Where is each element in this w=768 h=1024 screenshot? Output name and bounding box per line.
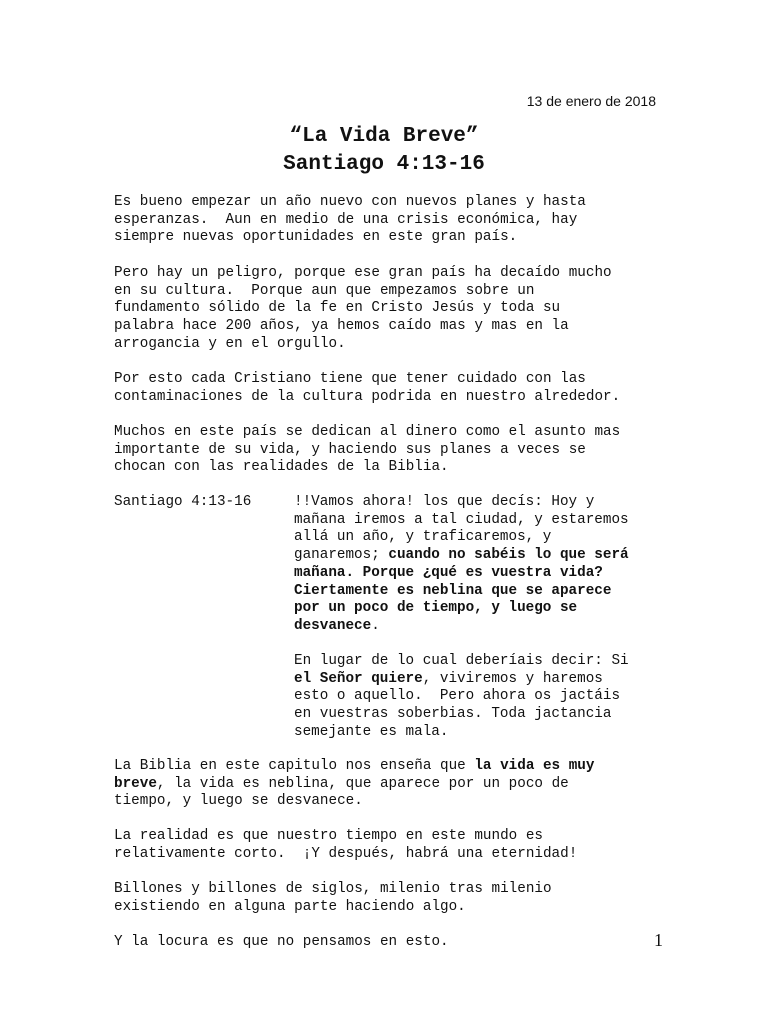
verse-2-text-a: En lugar de lo cual deberíais decir: Si xyxy=(294,653,629,669)
scripture-verse-1 xyxy=(294,494,694,636)
scripture-verse-2 xyxy=(294,653,694,742)
scripture-reference: Santiago 4:13-16 xyxy=(114,494,252,510)
paragraph-contamination: Por esto cada Cristiano tiene que tener cuidado con las contaminaciones de la cultura podrida en nuestro alrededor. xyxy=(114,371,621,405)
paragraph-intro: Es bueno empezar un año nuevo con nuevos planes y hasta esperanzas. Aun en medio de una crisis económica, hay siempre nuevas oportunidades en este gran país. xyxy=(114,194,586,246)
p5-emphasis: la vida es muy breve xyxy=(114,758,595,792)
paragraph-bible-teaches xyxy=(114,758,684,811)
verse-1-text: !!Vamos ahora! los que decís: Hoy y mañana iremos a tal ciudad, y estaremos allá un año, y traficaremos, y ganaremos; xyxy=(294,494,629,564)
verse-2-emphasis: el Señor quiere xyxy=(294,670,423,687)
paragraph-danger: Pero hay un peligro, porque ese gran país ha decaído mucho en su cultura. Porque aun que empezamos sobre un fundamento sólido de la fe en Cristo Jesús y toda su palabra hace 200 años, ya hemos caído mas y mas en la arrogancia y en el orgullo. xyxy=(114,265,612,352)
verse-1-end: . xyxy=(371,617,380,634)
p5-text-a: La Biblia en este capitulo nos enseña que xyxy=(114,758,475,774)
paragraph-reality: La realidad es que nuestro tiempo en este mundo es relativamente corto. ¡Y después, habrá una eternidad! xyxy=(114,828,578,862)
paragraph-money: Muchos en este país se dedican al dinero como el asunto mas importante de su vida, y haciendo sus planes a veces se chocan con las realidades de la Biblia. xyxy=(114,424,621,476)
sermon-title: “La Vida Breve” xyxy=(289,125,479,148)
paragraph-billions: Billones y billones de siglos, milenio tras milenio existiendo en alguna parte haciendo algo. xyxy=(114,881,552,915)
sermon-scripture-reference: Santiago 4:13-16 xyxy=(283,153,485,176)
verse-2-text-b: , viviremos y haremos esto o aquello. Pero ahora os jactáis en vuestras soberbias. Toda jactancia semejante es mala. xyxy=(294,670,621,740)
verse-1-emphasis: cuando no sabéis lo que será mañana. Porque ¿qué es vuestra vida? Ciertamente es neblina que se aparece por un poco de tiempo, y luego se desvanece xyxy=(294,547,629,634)
p5-text-b: , la vida es neblina, que aparece por un poco de tiempo, y luego se desvanece. xyxy=(114,775,569,810)
paragraph-madness: Y la locura es que no pensamos en esto. xyxy=(114,934,449,950)
document-date: 13 de enero de 2018 xyxy=(526,93,656,109)
page-number: 1 xyxy=(654,930,663,950)
